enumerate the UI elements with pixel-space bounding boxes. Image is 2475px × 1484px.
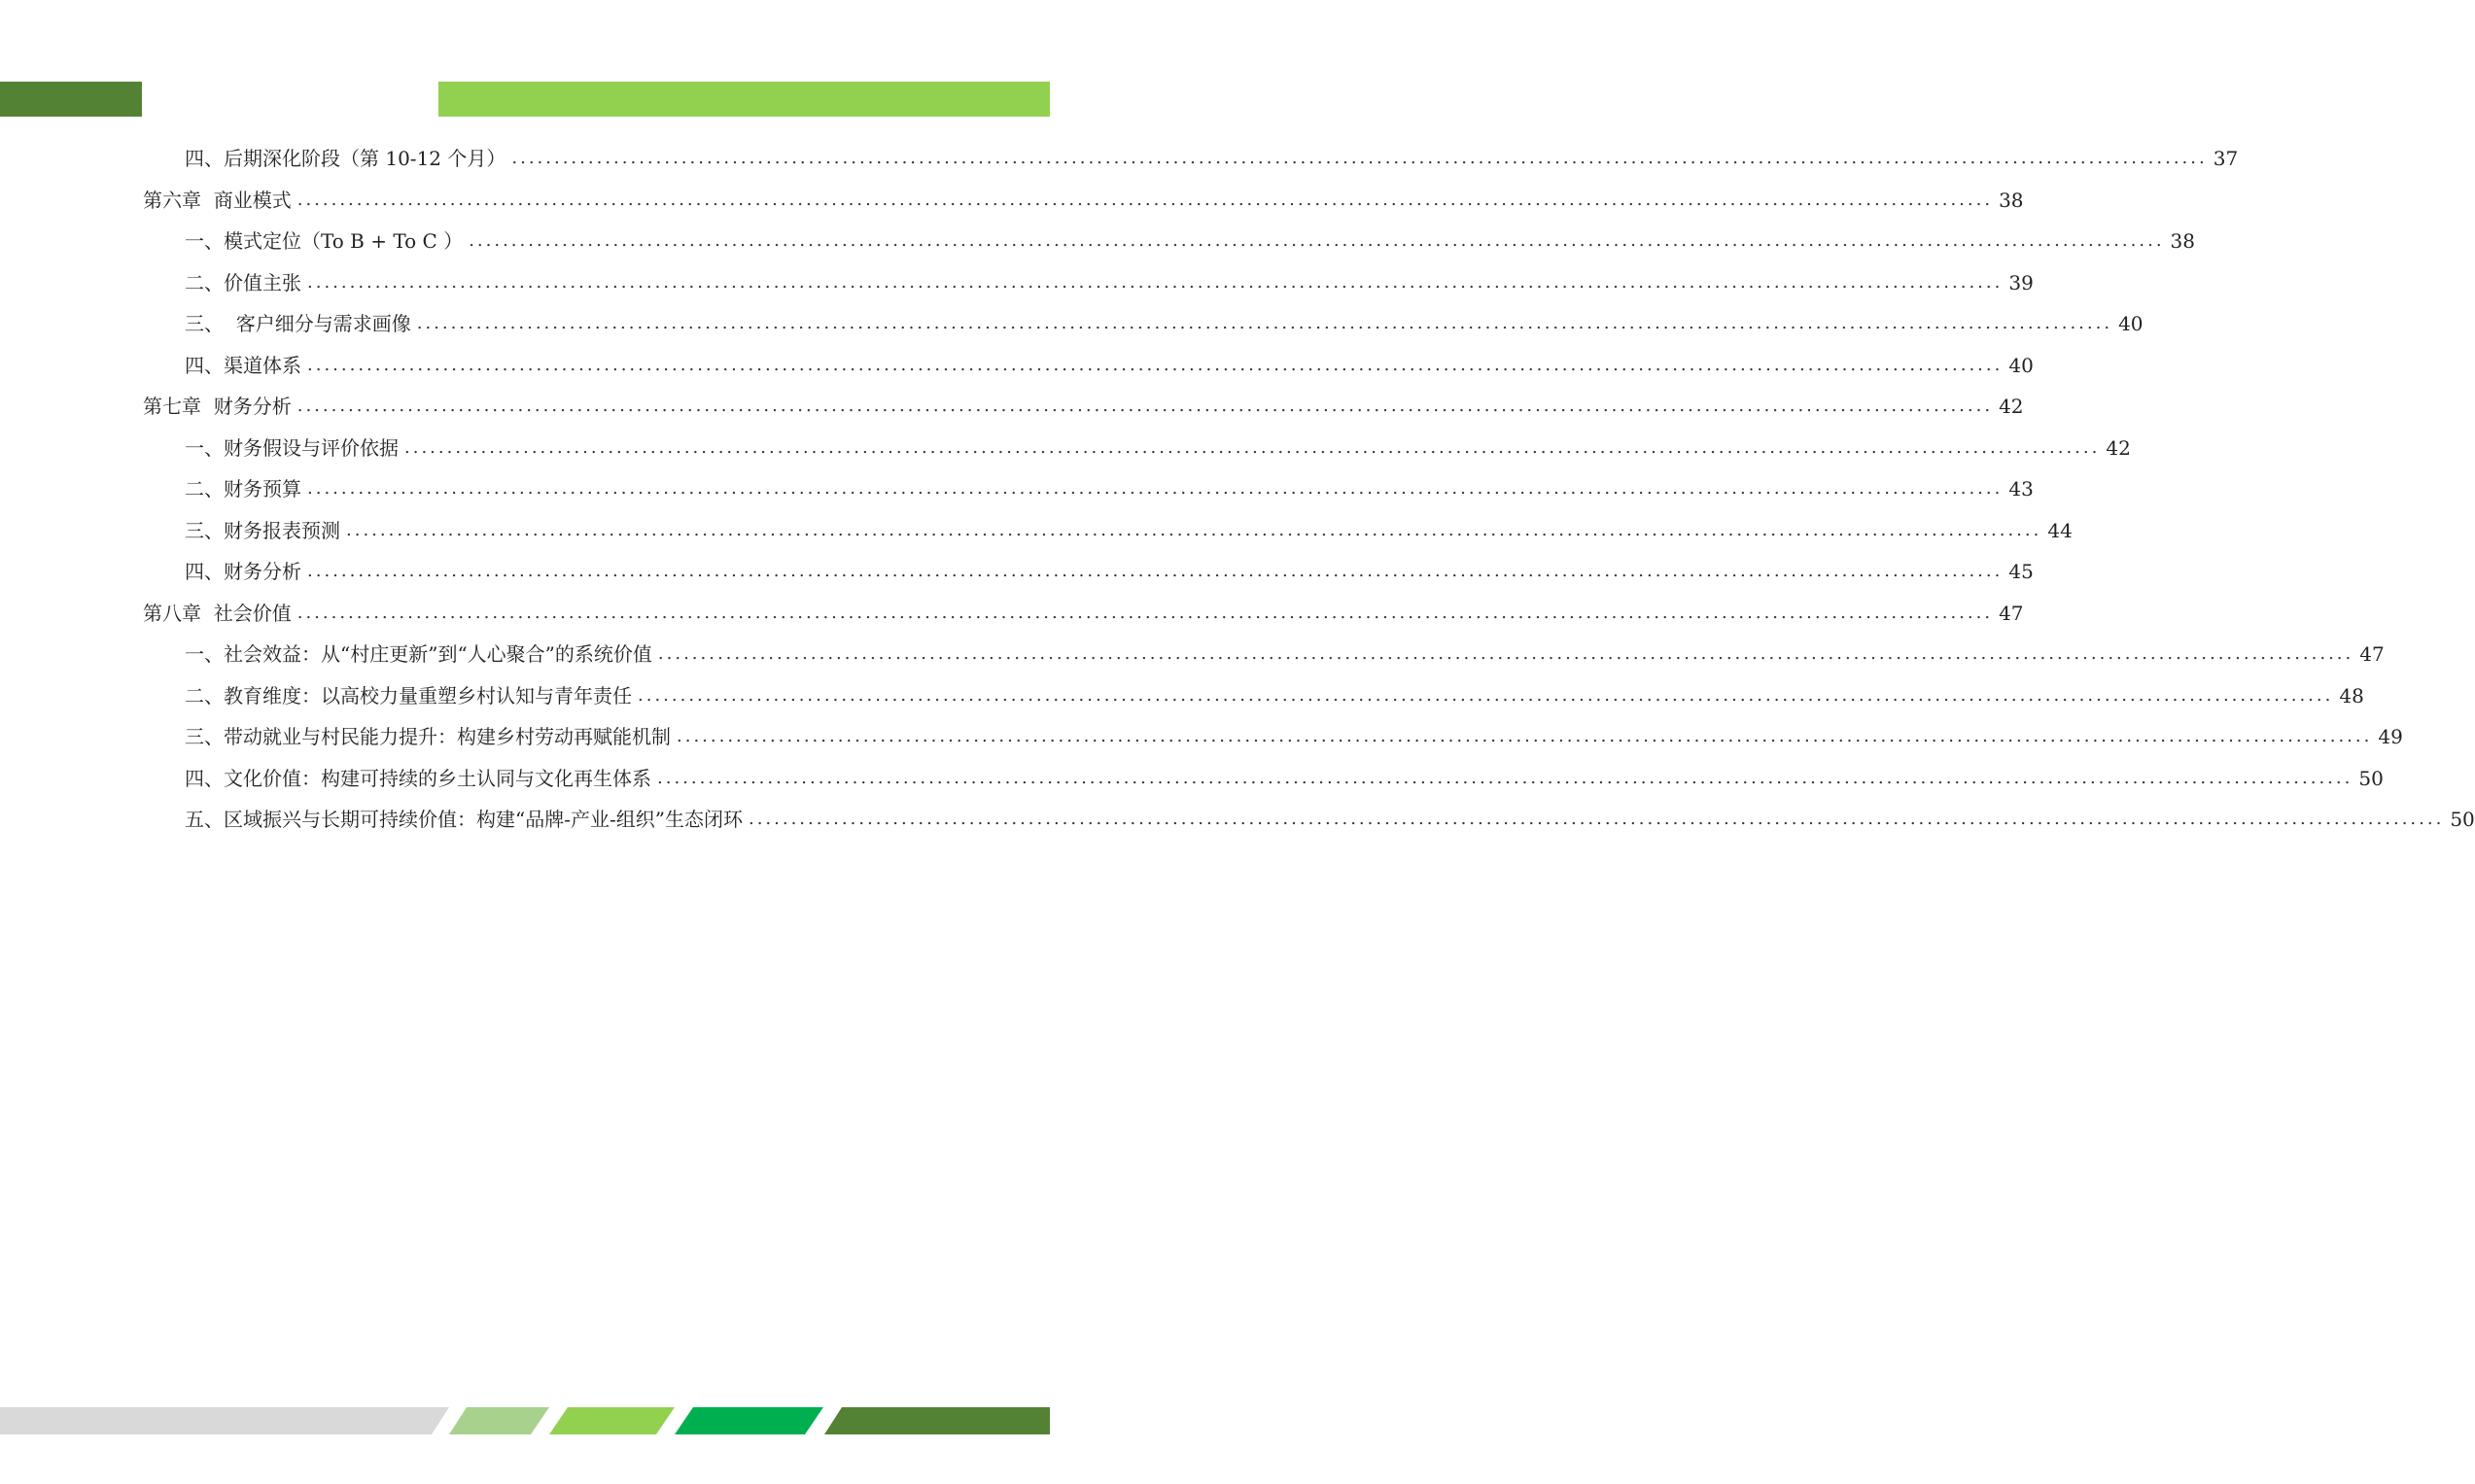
footer-grey-band <box>0 1407 449 1434</box>
toc-dot-leader: ........................................................................................................................................................................................................ <box>296 396 1994 416</box>
toc-entry[interactable] <box>0 551 2034 593</box>
toc-entry-label: 四、财务分析 <box>185 560 301 583</box>
toc-entry[interactable] <box>0 428 2131 469</box>
table-of-contents <box>0 138 2475 841</box>
toc-dot-leader: ........................................................................................................................................................................................................ <box>657 767 2353 788</box>
toc-entry-page-number: 42 <box>2106 435 2131 460</box>
toc-entry[interactable] <box>0 345 2034 387</box>
toc-entry-page-number: 43 <box>2008 477 2034 500</box>
toc-entry-page-number: 37 <box>2213 147 2239 170</box>
toc-entry-page-number: 50 <box>2450 808 2475 831</box>
toc-entry[interactable] <box>0 180 2024 222</box>
toc-dot-leader: ........................................................................................................................................................................................................ <box>416 313 2113 333</box>
toc-entry-label: 第七章 财务分析 <box>143 395 292 418</box>
toc-entry-label: 三、财务报表预测 <box>185 518 340 542</box>
toc-entry-label: 一、财务假设与评价依据 <box>185 435 399 460</box>
toc-entry-page-number: 39 <box>2008 270 2034 294</box>
toc-dot-leader: ........................................................................................................................................................................................................ <box>511 148 2208 168</box>
header-bar-light-green <box>438 82 1050 117</box>
toc-entry[interactable] <box>0 262 2034 304</box>
toc-dot-leader: ........................................................................................................................................................................................................ <box>307 354 2004 375</box>
toc-dot-leader: ........................................................................................................................................................................................................ <box>346 519 2042 540</box>
toc-entry-label: 三、带动就业与村民能力提升：构建乡村劳动再赋能机制 <box>185 725 671 748</box>
toc-entry-label: 二、财务预算 <box>185 477 301 500</box>
toc-dot-leader: ........................................................................................................................................................................................................ <box>638 684 2334 706</box>
toc-entry-label: 二、价值主张 <box>185 270 301 294</box>
toc-entry-page-number: 42 <box>1999 395 2024 418</box>
footer-mid-green-band <box>675 1407 823 1434</box>
toc-entry-page-number: 47 <box>2359 642 2385 666</box>
toc-entry[interactable] <box>0 386 2024 428</box>
toc-entry-label: 二、教育维度：以高校力量重塑乡村认知与青年责任 <box>185 683 632 707</box>
toc-entry-label: 四、后期深化阶段（第 10-12 个月） <box>185 147 506 170</box>
toc-entry-page-number: 45 <box>2008 560 2034 583</box>
toc-entry-label: 四、文化价值：构建可持续的乡土认同与文化再生体系 <box>185 766 651 790</box>
toc-entry-label: 第六章 商业模式 <box>143 188 292 212</box>
header-bar-dark-green <box>0 82 142 117</box>
toc-dot-leader: ........................................................................................................................................................................................................ <box>296 602 1994 623</box>
toc-dot-leader: ........................................................................................................................................................................................................ <box>748 809 2445 829</box>
toc-entry-page-number: 48 <box>2339 683 2364 707</box>
toc-entry[interactable] <box>0 138 2239 180</box>
toc-entry[interactable] <box>0 468 2034 510</box>
footer-light-green-band <box>549 1407 675 1434</box>
toc-entry[interactable] <box>0 675 2364 717</box>
footer-pale-green-band <box>449 1407 549 1434</box>
toc-entry-page-number: 49 <box>2378 725 2403 748</box>
toc-entry[interactable] <box>0 799 2475 841</box>
toc-dot-leader: ........................................................................................................................................................................................................ <box>677 726 2373 746</box>
toc-entry-label: 一、社会效益：从“村庄更新”到“人心聚合”的系统价值 <box>185 642 652 666</box>
toc-entry-page-number: 38 <box>1999 188 2024 212</box>
toc-entry-page-number: 38 <box>2170 229 2195 253</box>
toc-entry-page-number: 47 <box>1999 601 2024 625</box>
toc-dot-leader: ........................................................................................................................................................................................................ <box>307 478 2004 499</box>
toc-entry-page-number: 40 <box>2118 312 2144 335</box>
toc-entry[interactable] <box>0 716 2403 758</box>
toc-entry-page-number: 44 <box>2047 518 2073 542</box>
toc-entry[interactable] <box>0 221 2195 262</box>
toc-entry[interactable] <box>0 303 2144 345</box>
footer-decoration-strip <box>0 1407 1050 1434</box>
toc-entry[interactable] <box>0 758 2384 800</box>
toc-dot-leader: ........................................................................................................................................................................................................ <box>296 189 1994 210</box>
toc-entry[interactable] <box>0 510 2073 552</box>
toc-entry-label: 一、模式定位（To B + To C ） <box>185 229 464 253</box>
toc-entry-label: 第八章 社会价值 <box>143 601 292 625</box>
toc-entry-label: 五、区域振兴与长期可持续价值：构建“品牌-产业-组织”生态闭环 <box>185 808 743 831</box>
toc-entry-label: 三、 客户细分与需求画像 <box>185 312 411 335</box>
toc-dot-leader: ........................................................................................................................................................................................................ <box>404 436 2101 458</box>
toc-entry-page-number: 50 <box>2358 766 2384 790</box>
toc-entry-label: 四、渠道体系 <box>185 353 301 377</box>
footer-dark-green-band <box>824 1407 1050 1434</box>
toc-dot-leader: ........................................................................................................................................................................................................ <box>307 561 2004 581</box>
toc-dot-leader: ........................................................................................................................................................................................................ <box>657 643 2354 664</box>
toc-dot-leader: ........................................................................................................................................................................................................ <box>469 230 2165 251</box>
toc-entry-page-number: 40 <box>2008 353 2034 377</box>
toc-entry[interactable] <box>0 634 2385 675</box>
toc-dot-leader: ........................................................................................................................................................................................................ <box>307 271 2004 293</box>
toc-entry[interactable] <box>0 593 2024 635</box>
